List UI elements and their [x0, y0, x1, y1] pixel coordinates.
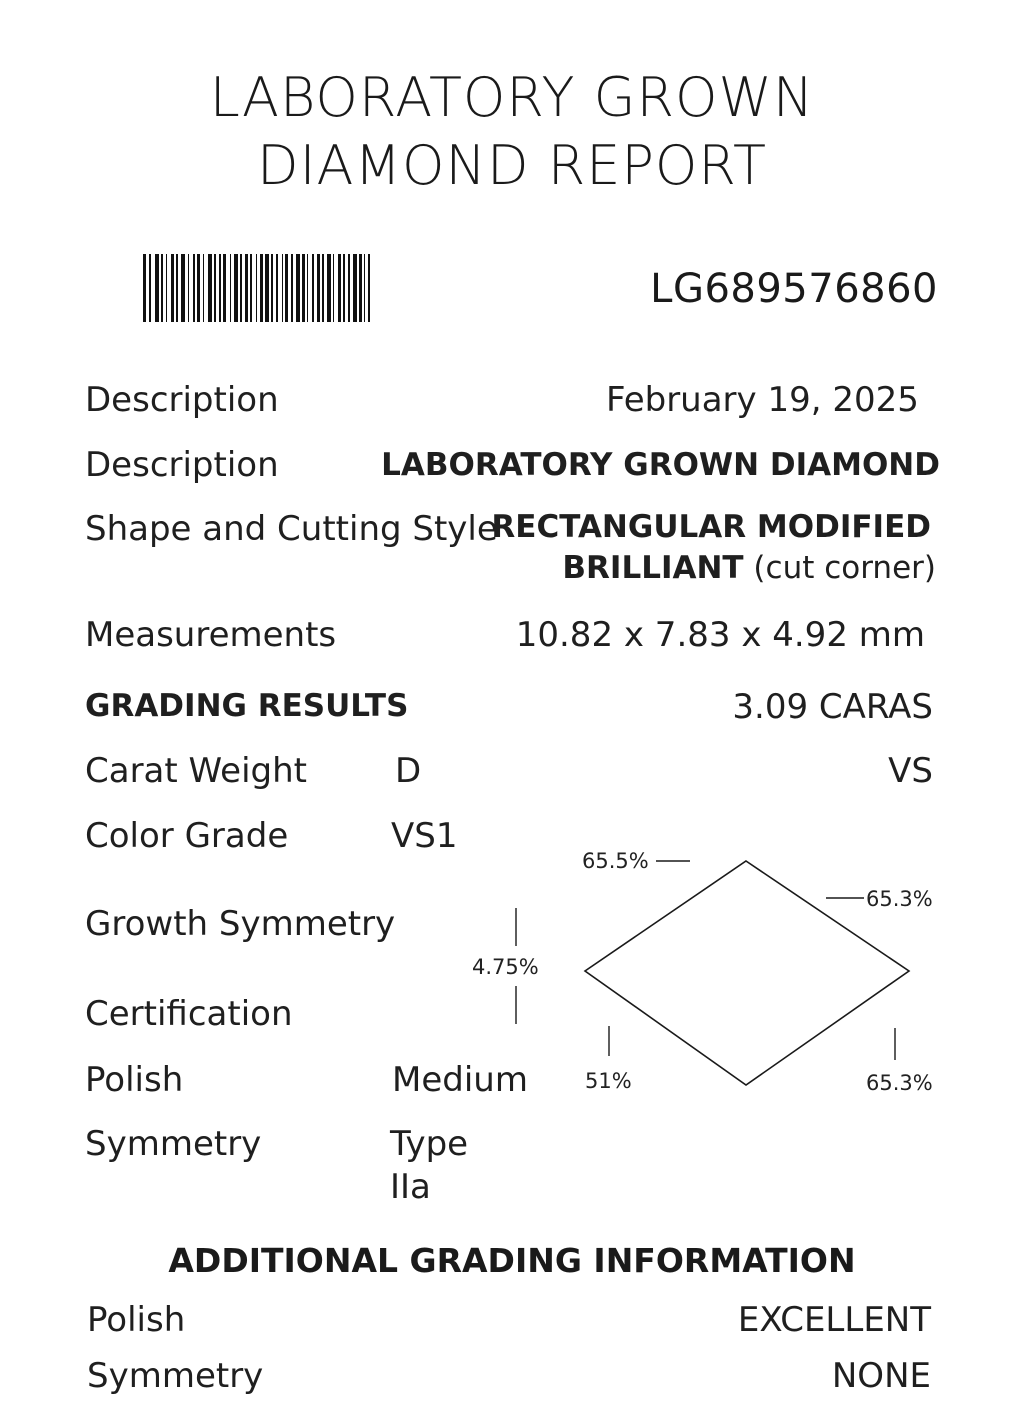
- additional-symmetry-label: Symmetry: [87, 1356, 264, 1396]
- barcode-bar: [234, 254, 238, 322]
- barcode-bar: [291, 254, 293, 322]
- barcode-bar: [296, 254, 300, 322]
- barcode-bar: [338, 254, 341, 322]
- barcode-bar: [214, 254, 216, 322]
- barcode-bar: [359, 254, 362, 322]
- barcode-bar: [208, 254, 212, 322]
- description-value: LABORATORY GROWN DIAMOND: [381, 447, 940, 483]
- color-grade-label: Color Grade: [85, 816, 289, 856]
- barcode-icon: [143, 254, 479, 322]
- barcode-bar: [171, 254, 174, 322]
- barcode-bar: [203, 254, 204, 322]
- diamond-outline: [585, 861, 909, 1085]
- barcode-bar: [368, 254, 370, 322]
- carat-weight-value: D: [395, 751, 422, 791]
- report-title-line2: DIAMOND REPORT: [257, 134, 767, 197]
- description-label: Description: [85, 380, 279, 420]
- barcode-bar: [343, 254, 345, 322]
- barcode-bar: [256, 254, 257, 322]
- barcode-bar: [260, 254, 263, 322]
- report-number: LG689576860: [650, 266, 938, 312]
- barcode-bar: [193, 254, 195, 322]
- diagram-left-label: 4.75%: [472, 955, 539, 979]
- additional-polish-label: Polish: [87, 1300, 186, 1340]
- barcode-bar: [155, 254, 159, 322]
- shape-value-line2: [562, 550, 936, 586]
- additional-polish-value: EXCELLENT: [737, 1300, 931, 1340]
- barcode-bar: [230, 254, 231, 322]
- shape-value-rest: (cut corner): [743, 550, 936, 586]
- barcode-bar: [307, 254, 308, 322]
- measurements-label: Measurements: [85, 615, 337, 655]
- barcode-bar: [181, 254, 185, 322]
- barcode-bar: [333, 254, 334, 322]
- shape-label: Shape and Cutting Style: [85, 509, 498, 549]
- barcode-bar: [143, 254, 146, 322]
- barcode-bar: [312, 254, 314, 322]
- barcode-bar: [317, 254, 320, 322]
- diagram-bottom-right-label: 65.3%: [866, 1071, 933, 1095]
- barcode-bar: [188, 254, 189, 322]
- certification-label: Certification: [85, 994, 293, 1034]
- polish-value: Medium: [392, 1060, 528, 1100]
- barcode-bar: [223, 254, 226, 322]
- diagram-top-right-label: 65.3%: [866, 887, 933, 911]
- report-title-line1: LABORATORY GROWN: [209, 66, 815, 129]
- barcode-bar: [166, 254, 167, 322]
- barcode-bar: [219, 254, 221, 322]
- barcode-bar: [149, 254, 151, 322]
- barcode-bar: [197, 254, 200, 322]
- carat-weight-label: Carat Weight: [85, 751, 307, 791]
- barcode-bar: [285, 254, 288, 322]
- barcode-bar: [353, 254, 357, 322]
- barcode-bar: [302, 254, 305, 322]
- symmetry-label: Symmetry: [85, 1124, 262, 1164]
- description-label: Description: [85, 445, 279, 485]
- measurements-value: 10.82 x 7.83 x 4.92 mm: [515, 615, 925, 655]
- barcode-bar: [276, 254, 278, 322]
- symmetry-value-line2: IIa: [390, 1167, 431, 1207]
- diagram-top-left-label: 65.5%: [582, 849, 649, 873]
- grading-results-heading: GRADING RESULTS: [85, 688, 409, 724]
- barcode-bar: [161, 254, 163, 322]
- report-date: February 19, 2025: [606, 380, 919, 420]
- shape-value: RECTANGULAR MODIFIED: [491, 509, 931, 545]
- polish-label: Polish: [85, 1060, 184, 1100]
- diagram-bottom-left-label: 51%: [585, 1069, 632, 1093]
- barcode-bar: [282, 254, 283, 322]
- barcode-bar: [271, 254, 273, 322]
- barcode-bar: [364, 254, 365, 322]
- carat-value: 3.09 CARAS: [732, 687, 933, 727]
- color-grade-value: VS1: [391, 816, 458, 856]
- barcode-bar: [240, 254, 242, 322]
- barcode-bar: [245, 254, 248, 322]
- barcode-bar: [265, 254, 269, 322]
- barcode-bar: [327, 254, 331, 322]
- shape-value-bold: BRILLIANT: [562, 550, 744, 586]
- clarity-value: VS: [888, 751, 933, 791]
- growth-symmetry-label: Growth Symmetry: [85, 904, 396, 944]
- barcode-bar: [348, 254, 350, 322]
- additional-symmetry-value: NONE: [831, 1356, 931, 1396]
- barcode-bar: [250, 254, 252, 322]
- additional-grading-heading: ADDITIONAL GRADING INFORMATION: [168, 1241, 856, 1280]
- symmetry-value-line1: Type: [390, 1124, 469, 1164]
- barcode-bar: [176, 254, 178, 322]
- barcode-bar: [322, 254, 324, 322]
